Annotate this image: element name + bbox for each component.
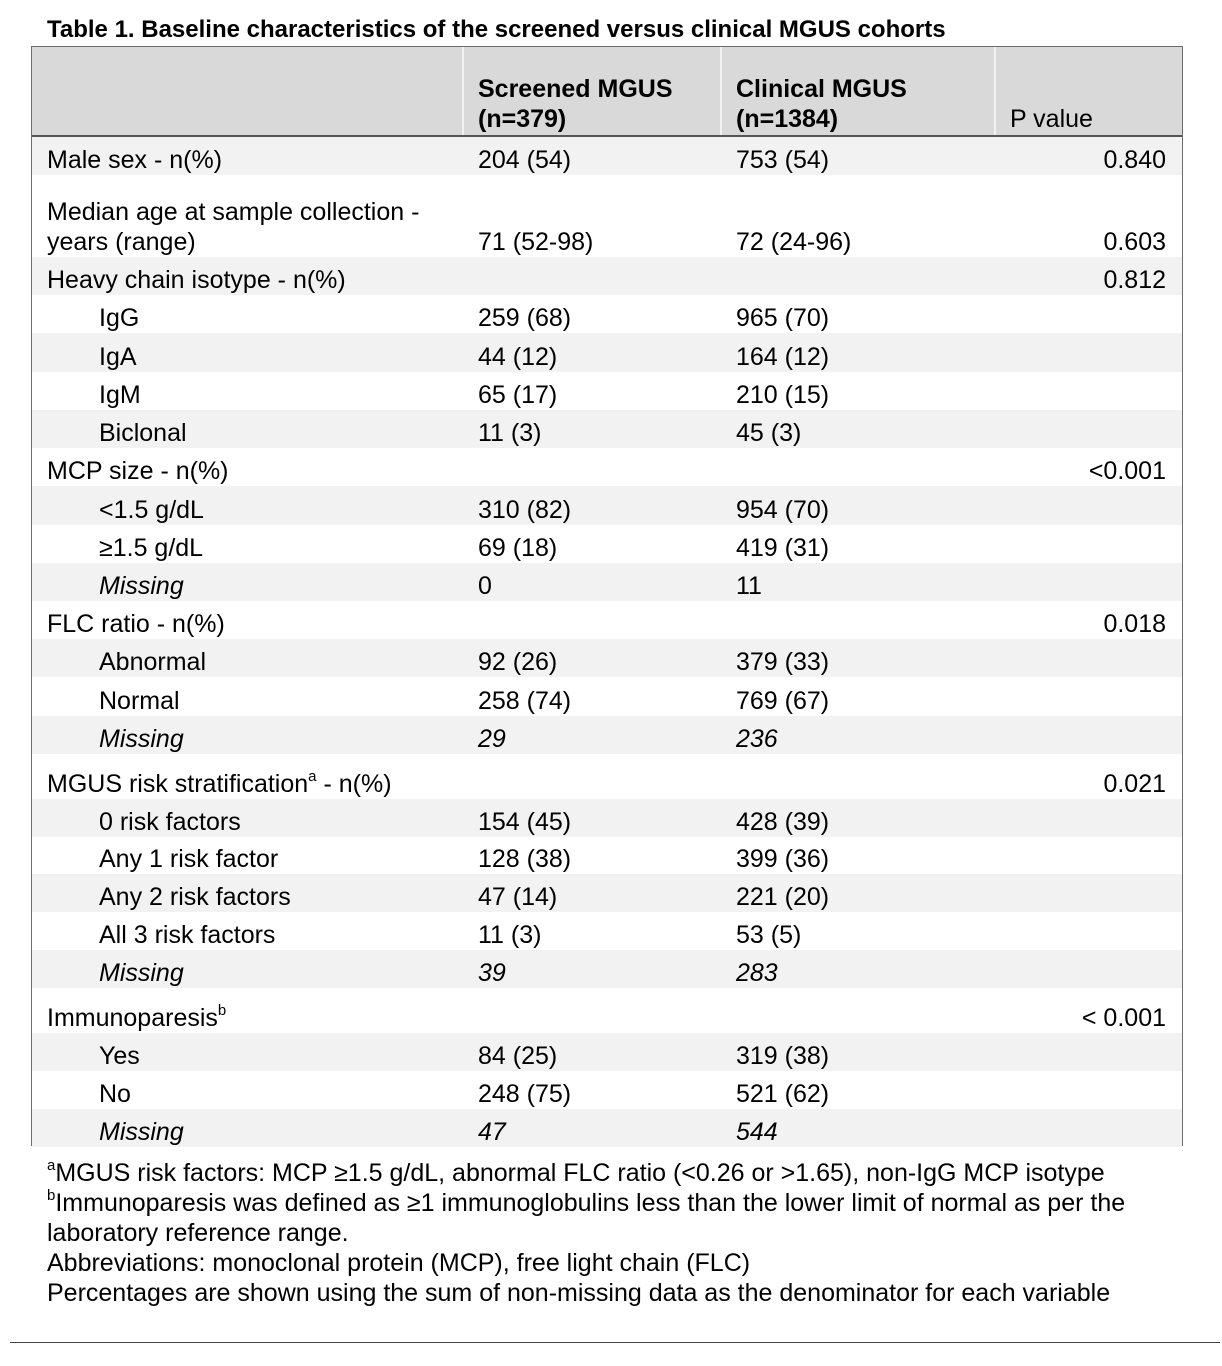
screened-value: 259 (68) [478, 304, 572, 332]
clinical-value: 221 (20) [736, 883, 830, 911]
row-label [47, 1003, 226, 1033]
screened-value: 47 (14) [478, 883, 558, 911]
footnote-b-text: Immunoparesis was defined as ≥1 immunoglobulins less than the lower limit of normal as per the laboratory reference range. [47, 1189, 1126, 1247]
clinical-value: 399 (36) [736, 845, 830, 873]
screened-value: 92 (26) [478, 648, 558, 676]
row-label: Missing [99, 572, 184, 600]
footnote-a [47, 1158, 1187, 1188]
row-label [47, 197, 419, 257]
header-clinical-name: Clinical MGUS [736, 75, 907, 103]
clinical-value: 769 (67) [736, 687, 830, 715]
row-label: Missing [99, 725, 184, 753]
header-screened [478, 74, 673, 134]
table-row [32, 1071, 1182, 1109]
clinical-value: 544 [736, 1118, 778, 1146]
screened-value: 11 (3) [478, 419, 542, 447]
clinical-value: 521 (62) [736, 1080, 830, 1108]
row-label-text: Median age at sample collection - [47, 198, 420, 226]
screened-value: 310 (82) [478, 496, 572, 524]
footnote-b [47, 1188, 1187, 1248]
screened-value: 258 (74) [478, 687, 572, 715]
footnote-abbreviations: Abbreviations: monoclonal protein (MCP), free light chain (FLC) [47, 1249, 751, 1277]
p-value: 0.840 [1103, 146, 1166, 174]
p-value: 0.021 [1103, 770, 1166, 798]
clinical-value: 753 (54) [736, 146, 830, 174]
clinical-value: 11 [736, 572, 762, 600]
table-row [32, 677, 1182, 716]
row-label: Heavy chain isotype - n(%) [47, 266, 346, 294]
header-screened-n: (n=379) [478, 105, 567, 133]
table-row [32, 333, 1182, 372]
row-label: Yes [99, 1042, 140, 1070]
table-row [32, 184, 1182, 257]
header-clinical [736, 74, 907, 134]
row-label: Biclonal [99, 419, 187, 447]
table-header [32, 47, 1182, 137]
header-divider [720, 47, 722, 135]
clinical-value: 53 (5) [736, 921, 802, 949]
table-row [32, 837, 1182, 874]
screened-value: 204 (54) [478, 146, 572, 174]
clinical-value: 379 (33) [736, 648, 830, 676]
screened-value: 71 (52-98) [478, 228, 594, 256]
clinical-value: 428 (39) [736, 808, 830, 836]
table-row [32, 137, 1182, 175]
row-label: IgG [99, 304, 140, 332]
footnote-a-text: MGUS risk factors: MCP ≥1.5 g/dL, abnormal FLC ratio (<0.26 or >1.65), non-IgG MCP isotype [55, 1159, 1105, 1187]
table-row [32, 410, 1182, 448]
p-value: <0.001 [1088, 457, 1166, 485]
screened-value: 0 [478, 572, 492, 600]
row-label-line2: years (range) [47, 228, 196, 256]
footnote-marker: b [217, 1002, 227, 1019]
row-label: Missing [99, 959, 184, 987]
clinical-value: 164 (12) [736, 343, 830, 371]
table-row [32, 754, 1182, 799]
table-row [32, 716, 1182, 754]
row-label: Abnormal [99, 648, 206, 676]
table-row [32, 950, 1182, 988]
row-label-text: Immunoparesis [47, 1004, 218, 1032]
clinical-value: 319 (38) [736, 1042, 830, 1070]
p-value: 0.018 [1103, 610, 1166, 638]
table-title: Table 1. Baseline characteristics of the screened versus clinical MGUS cohorts [47, 16, 946, 43]
clinical-value: 72 (24-96) [736, 228, 852, 256]
table-row [32, 563, 1182, 601]
header-pvalue: P value [1010, 105, 1093, 133]
row-label: ≥1.5 g/dL [99, 534, 204, 562]
baseline-table [31, 46, 1183, 1146]
bottom-rule [10, 1342, 1220, 1343]
screened-value: 128 (38) [478, 845, 572, 873]
row-label: Any 2 risk factors [99, 883, 291, 911]
row-label: No [99, 1080, 131, 1108]
header-divider [994, 47, 996, 135]
table-row [32, 874, 1182, 912]
p-value: < 0.001 [1081, 1004, 1166, 1032]
screened-value: 248 (75) [478, 1080, 572, 1108]
table-row [32, 295, 1182, 333]
footnote-marker: a [308, 768, 317, 785]
row-label-suffix: - n(%) [316, 770, 392, 798]
header-screened-name: Screened MGUS [478, 75, 673, 103]
screened-value: 84 (25) [478, 1042, 558, 1070]
table-row [32, 372, 1182, 410]
row-label [47, 769, 392, 799]
footnote-percentages: Percentages are shown using the sum of non-missing data as the denominator for each variable [47, 1279, 1111, 1307]
table-row [32, 601, 1182, 639]
row-label: Normal [99, 687, 180, 715]
table-row [32, 525, 1182, 563]
screened-value: 11 (3) [478, 921, 542, 949]
row-label: MCP size - n(%) [47, 457, 229, 485]
clinical-value: 965 (70) [736, 304, 830, 332]
row-label: <1.5 g/dL [99, 496, 204, 524]
table-row [32, 912, 1182, 950]
clinical-value: 236 [736, 725, 778, 753]
screened-value: 39 [478, 959, 506, 987]
screened-value: 29 [478, 725, 506, 753]
table-row [32, 988, 1182, 1033]
table-row [32, 1033, 1182, 1071]
row-label: FLC ratio - n(%) [47, 610, 225, 638]
clinical-value: 954 (70) [736, 496, 830, 524]
row-label: Missing [99, 1118, 184, 1146]
p-value: 0.812 [1103, 266, 1166, 294]
row-label: All 3 risk factors [99, 921, 276, 949]
table-row [32, 448, 1182, 486]
row-label: IgA [99, 343, 137, 371]
header-divider [462, 47, 464, 135]
table-row [32, 257, 1182, 295]
row-label: IgM [99, 381, 141, 409]
table-row [32, 799, 1182, 837]
footnotes [47, 1158, 1187, 1308]
clinical-value: 45 (3) [736, 419, 802, 447]
footnote-b-marker: b [47, 1187, 56, 1204]
table-row [32, 639, 1182, 677]
clinical-value: 210 (15) [736, 381, 830, 409]
header-clinical-n: (n=1384) [736, 105, 839, 133]
table-row [32, 486, 1182, 525]
table-row [32, 1109, 1182, 1147]
row-label: 0 risk factors [99, 808, 241, 836]
screened-value: 65 (17) [478, 381, 558, 409]
p-value: 0.603 [1103, 228, 1166, 256]
row-label-text: MGUS risk stratification [47, 770, 309, 798]
clinical-value: 419 (31) [736, 534, 830, 562]
row-label: Any 1 risk factor [99, 845, 279, 873]
screened-value: 47 [478, 1118, 506, 1146]
screened-value: 154 (45) [478, 808, 572, 836]
screened-value: 69 (18) [478, 534, 558, 562]
footnote-a-marker: a [47, 1157, 56, 1174]
screened-value: 44 (12) [478, 343, 558, 371]
row-label: Male sex - n(%) [47, 146, 223, 174]
clinical-value: 283 [736, 959, 778, 987]
